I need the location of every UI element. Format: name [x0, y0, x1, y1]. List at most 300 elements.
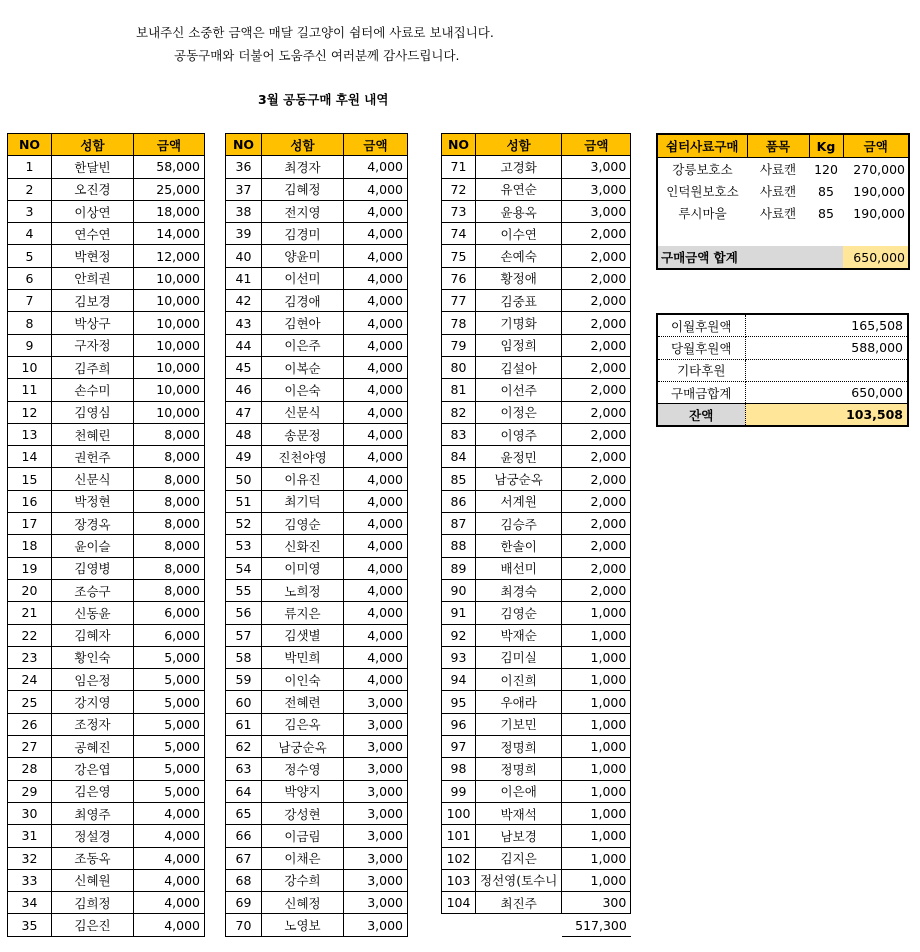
- donor-amount: 1,000: [562, 802, 631, 824]
- donor-no: 51: [226, 490, 262, 512]
- donor-no: 96: [442, 713, 476, 735]
- shelter-empty-row: [657, 224, 909, 246]
- donor-row: [8, 713, 205, 735]
- donor-no: 25: [8, 691, 52, 713]
- donor-amount: 3,000: [344, 825, 408, 847]
- donor-name: 김영병: [52, 557, 134, 579]
- shelter-purchase-table: [656, 133, 910, 270]
- donor-amount: 1,000: [562, 691, 631, 713]
- donor-row: [226, 892, 408, 914]
- donor-row: [226, 624, 408, 646]
- donor-no: 29: [8, 780, 52, 802]
- donor-no: 49: [226, 446, 262, 468]
- donor-row: [8, 780, 205, 802]
- donor-no: 39: [226, 223, 262, 245]
- balance-final-row: [657, 404, 908, 427]
- donor-name: 박재순: [476, 624, 562, 646]
- donor-amount: 1,000: [562, 624, 631, 646]
- donor-name: 정수영: [262, 758, 344, 780]
- donor-no: 64: [226, 780, 262, 802]
- donor-row: [226, 178, 408, 200]
- balance-label: 당월후원액: [657, 337, 745, 359]
- donor-row: [8, 223, 205, 245]
- donor-no: 13: [8, 423, 52, 445]
- donor-name: 전혜련: [262, 691, 344, 713]
- donor-row: [8, 334, 205, 356]
- donor-row: [8, 423, 205, 445]
- donor-amount: 4,000: [344, 490, 408, 512]
- donor-no: 2: [8, 178, 52, 200]
- donor-no: 78: [442, 312, 476, 334]
- donor-name: 정명희: [476, 758, 562, 780]
- donor-name: 노희정: [262, 579, 344, 601]
- donor-no: 17: [8, 513, 52, 535]
- donor-amount: 8,000: [134, 446, 205, 468]
- donor-name: 한달빈: [52, 156, 134, 178]
- donor-row: [8, 579, 205, 601]
- donor-no: 22: [8, 624, 52, 646]
- donor-amount: 3,000: [344, 847, 408, 869]
- donor-amount: 4,000: [134, 869, 205, 891]
- donor-amount: 5,000: [134, 646, 205, 668]
- donor-name: 노영보: [262, 914, 344, 936]
- donor-row: [8, 356, 205, 378]
- donor-amount: 8,000: [134, 557, 205, 579]
- donor-name: 권헌주: [52, 446, 134, 468]
- donor-amount: 4,000: [344, 602, 408, 624]
- donor-row: [8, 245, 205, 267]
- donor-no: 95: [442, 691, 476, 713]
- donor-amount: 3,000: [344, 802, 408, 824]
- donor-row: [8, 736, 205, 758]
- donor-row: [8, 535, 205, 557]
- donor-name: 조승구: [52, 579, 134, 601]
- donor-amount: 4,000: [344, 401, 408, 423]
- donor-no: 27: [8, 736, 52, 758]
- donor-no: 20: [8, 579, 52, 601]
- donor-amount: 1,000: [562, 713, 631, 735]
- shelter-amount: 270,000: [853, 161, 905, 177]
- donor-amount: 4,000: [344, 423, 408, 445]
- donor-row: [442, 513, 631, 535]
- donor-row: [226, 290, 408, 312]
- purchase-total-value: 650,000: [843, 246, 909, 269]
- donor-name: 신동윤: [52, 602, 134, 624]
- donor-name: 전지영: [262, 200, 344, 222]
- donor-amount: 4,000: [134, 892, 205, 914]
- donor-name: 이은애: [476, 780, 562, 802]
- donor-amount: 3,000: [562, 156, 631, 178]
- donor-no: 8: [8, 312, 52, 334]
- donor-no: 10: [8, 356, 52, 378]
- donor-row: [442, 356, 631, 378]
- donor-no: 70: [226, 914, 262, 936]
- donor-amount: 300: [562, 892, 631, 914]
- donor-row: [226, 468, 408, 490]
- donor-row: [442, 334, 631, 356]
- donor-no: 84: [442, 446, 476, 468]
- donor-name: 박상구: [52, 312, 134, 334]
- donor-row: [8, 691, 205, 713]
- donor-no: 11: [8, 379, 52, 401]
- donor-row: [226, 356, 408, 378]
- donor-row: [226, 334, 408, 356]
- donor-row: [8, 156, 205, 178]
- donor-name: 이진희: [476, 669, 562, 691]
- balance-value: 588,000: [745, 337, 908, 359]
- donor-amount: 2,000: [562, 446, 631, 468]
- donor-name: 최경숙: [476, 579, 562, 601]
- donor-name: 남궁순옥: [262, 736, 344, 758]
- donor-amount: 5,000: [134, 669, 205, 691]
- donor-row: [226, 579, 408, 601]
- donor-amount: 4,000: [344, 579, 408, 601]
- balance-value: 165,508: [745, 314, 908, 337]
- donor-amount: 2,000: [562, 490, 631, 512]
- donor-name: 서계원: [476, 490, 562, 512]
- donor-row: [442, 468, 631, 490]
- donor-name: 김미실: [476, 646, 562, 668]
- donor-no: 53: [226, 535, 262, 557]
- donor-name: 김설아: [476, 356, 562, 378]
- donor-amount: 1,000: [562, 780, 631, 802]
- donor-name: 최진주: [476, 892, 562, 914]
- donor-amount: 2,000: [562, 468, 631, 490]
- donor-row: [8, 446, 205, 468]
- donor-name: 황인숙: [52, 646, 134, 668]
- donor-row: [226, 446, 408, 468]
- donor-name: 강지영: [52, 691, 134, 713]
- donor-no: 92: [442, 624, 476, 646]
- donor-name: 양윤미: [262, 245, 344, 267]
- donor-row: [442, 423, 631, 445]
- shelter-item: 사료캔: [759, 206, 797, 221]
- donor-no: 32: [8, 847, 52, 869]
- donor-amount: 1,000: [562, 669, 631, 691]
- donor-no: 41: [226, 267, 262, 289]
- donor-row: [8, 869, 205, 891]
- donor-amount: 2,000: [562, 334, 631, 356]
- donor-no: 1: [8, 156, 52, 178]
- donor-row: [442, 379, 631, 401]
- donor-amount: 4,000: [344, 646, 408, 668]
- donor-no: 69: [226, 892, 262, 914]
- donor-no: 79: [442, 334, 476, 356]
- donor-amount: 2,000: [562, 401, 631, 423]
- donor-name: 윤이슬: [52, 535, 134, 557]
- donor-name: 강은엽: [52, 758, 134, 780]
- donor-row: [226, 802, 408, 824]
- donor-row: [442, 579, 631, 601]
- donor-name: 신혜원: [52, 869, 134, 891]
- donor-amount: 4,000: [134, 825, 205, 847]
- donor-no: 59: [226, 669, 262, 691]
- donor-amount: 2,000: [562, 290, 631, 312]
- donor-no: 93: [442, 646, 476, 668]
- donor-name: 손수미: [52, 379, 134, 401]
- donor-name: 최경자: [262, 156, 344, 178]
- donor-row: [8, 312, 205, 334]
- donor-name: 김은영: [52, 780, 134, 802]
- donor-row: [8, 490, 205, 512]
- donor-no: 61: [226, 713, 262, 735]
- donor-amount: 3,000: [344, 914, 408, 936]
- donor-no: 15: [8, 468, 52, 490]
- balance-label: 구매금합계: [657, 381, 745, 403]
- donor-name: 신문식: [52, 468, 134, 490]
- item-col: 품목: [747, 134, 809, 158]
- donor-name: 이정은: [476, 401, 562, 423]
- donor-amount: 3,000: [344, 780, 408, 802]
- col-amount: 금액: [562, 134, 631, 156]
- shelter-col: 쉼터사료구매: [657, 134, 747, 158]
- donor-name: 이채은: [262, 847, 344, 869]
- donor-row: [8, 290, 205, 312]
- donor-name: 진천야영: [262, 446, 344, 468]
- donor-row: [8, 468, 205, 490]
- donor-amount: 8,000: [134, 423, 205, 445]
- donor-name: 김혜정: [262, 178, 344, 200]
- donor-row: [442, 312, 631, 334]
- donor-row: [226, 602, 408, 624]
- donor-row: [226, 736, 408, 758]
- shelter-row: [657, 180, 909, 202]
- donor-row: [442, 669, 631, 691]
- donor-row: [442, 401, 631, 423]
- donor-amount: 1,000: [562, 736, 631, 758]
- donor-amount: 4,000: [344, 156, 408, 178]
- donor-no: 71: [442, 156, 476, 178]
- donor-row: [8, 200, 205, 222]
- intro-line-2: 공동구매와 더불어 도움주신 여러분께 감사드립니다.: [174, 48, 460, 63]
- donor-row: [442, 178, 631, 200]
- donor-no: 30: [8, 802, 52, 824]
- donor-amount: 8,000: [134, 513, 205, 535]
- donor-no: 37: [226, 178, 262, 200]
- donor-row: [442, 490, 631, 512]
- donor-amount: 3,000: [344, 869, 408, 891]
- shelter-kg: 120: [814, 161, 838, 177]
- donor-row: [442, 713, 631, 735]
- donor-no: 90: [442, 579, 476, 601]
- donor-amount: 4,000: [344, 446, 408, 468]
- donor-row: [442, 446, 631, 468]
- donor-amount: 2,000: [562, 557, 631, 579]
- donor-name: 유연순: [476, 178, 562, 200]
- donor-no: 89: [442, 557, 476, 579]
- donor-row: [226, 869, 408, 891]
- donor-name: 김은진: [52, 914, 134, 936]
- donor-name: 공혜진: [52, 736, 134, 758]
- donor-name: 기명화: [476, 312, 562, 334]
- amount-col: 금액: [843, 134, 909, 158]
- balance-label: 기타후원: [657, 359, 745, 381]
- donor-row: [226, 713, 408, 735]
- donor-no: 98: [442, 758, 476, 780]
- donor-name: 김승주: [476, 513, 562, 535]
- donor-no: 42: [226, 290, 262, 312]
- donor-no: 46: [226, 379, 262, 401]
- donor-no: 43: [226, 312, 262, 334]
- donor-no: 16: [8, 490, 52, 512]
- donor-amount: 4,000: [344, 669, 408, 691]
- donor-no: 14: [8, 446, 52, 468]
- donor-amount: 1,000: [562, 847, 631, 869]
- donor-amount: 4,000: [344, 178, 408, 200]
- donor-name: 신혜정: [262, 892, 344, 914]
- donor-no: 75: [442, 245, 476, 267]
- donor-row: [226, 267, 408, 289]
- donor-no: 34: [8, 892, 52, 914]
- donor-name: 윤용옥: [476, 200, 562, 222]
- donor-amount: 2,000: [562, 423, 631, 445]
- donor-no: 3: [8, 200, 52, 222]
- donor-amount: 2,000: [562, 579, 631, 601]
- col-no: NO: [226, 134, 262, 156]
- donor-amount: 12,000: [134, 245, 205, 267]
- donor-no: 54: [226, 557, 262, 579]
- donor-row: [442, 624, 631, 646]
- donor-name: 김혜자: [52, 624, 134, 646]
- donor-no: 83: [442, 423, 476, 445]
- donor-amount: 5,000: [134, 780, 205, 802]
- donor-row: [226, 691, 408, 713]
- donor-amount: 4,000: [344, 267, 408, 289]
- donor-amount: 4,000: [344, 223, 408, 245]
- donor-row: [8, 267, 205, 289]
- donor-row: [226, 200, 408, 222]
- donor-no: 88: [442, 535, 476, 557]
- donor-amount: 6,000: [134, 602, 205, 624]
- donor-no: 28: [8, 758, 52, 780]
- donor-name: 이미영: [262, 557, 344, 579]
- donor-name: 김은옥: [262, 713, 344, 735]
- donor-amount: 1,000: [562, 646, 631, 668]
- donor-no: 5: [8, 245, 52, 267]
- donor-no: 44: [226, 334, 262, 356]
- donor-amount: 3,000: [344, 892, 408, 914]
- donor-name: 박재석: [476, 802, 562, 824]
- donor-row: [442, 736, 631, 758]
- donor-amount: 10,000: [134, 334, 205, 356]
- donor-name: 김경애: [262, 290, 344, 312]
- balance-row: [657, 337, 908, 359]
- col-amount: 금액: [344, 134, 408, 156]
- donor-amount: 4,000: [344, 513, 408, 535]
- donor-name: 임정희: [476, 334, 562, 356]
- donor-amount: 2,000: [562, 245, 631, 267]
- donor-name: 우애라: [476, 691, 562, 713]
- donor-amount: 3,000: [562, 178, 631, 200]
- donor-name: 천혜린: [52, 423, 134, 445]
- donor-name: 손예숙: [476, 245, 562, 267]
- donor-no: 56: [226, 602, 262, 624]
- balance-row: [657, 314, 908, 337]
- donor-name: 정설경: [52, 825, 134, 847]
- donor-name: 조동옥: [52, 847, 134, 869]
- donor-row: [442, 223, 631, 245]
- donor-no: 63: [226, 758, 262, 780]
- col-no: NO: [8, 134, 52, 156]
- donor-no: 74: [442, 223, 476, 245]
- donor-no: 35: [8, 914, 52, 936]
- donor-row: [442, 602, 631, 624]
- donor-table-header: [226, 134, 408, 156]
- donor-amount: 10,000: [134, 267, 205, 289]
- donor-no: 91: [442, 602, 476, 624]
- donor-row: [8, 847, 205, 869]
- donor-name: 한솔이: [476, 535, 562, 557]
- donor-row: [8, 602, 205, 624]
- donor-row: [226, 490, 408, 512]
- donor-no: 26: [8, 713, 52, 735]
- donor-no: 33: [8, 869, 52, 891]
- donor-row: [442, 200, 631, 222]
- donor-row: [226, 646, 408, 668]
- shelter-name: 인덕원보호소: [666, 184, 739, 199]
- donor-no: 38: [226, 200, 262, 222]
- donor-amount: 2,000: [562, 267, 631, 289]
- donor-no: 65: [226, 802, 262, 824]
- donor-no: 23: [8, 646, 52, 668]
- donor-amount: 5,000: [134, 758, 205, 780]
- shelter-kg: 85: [818, 205, 834, 221]
- shelter-item: 사료캔: [759, 184, 797, 199]
- donor-name: 김주희: [52, 356, 134, 378]
- donor-name: 장경옥: [52, 513, 134, 535]
- donor-row: [442, 557, 631, 579]
- donor-name: 조정자: [52, 713, 134, 735]
- donor-amount: 2,000: [562, 535, 631, 557]
- donor-no: 48: [226, 423, 262, 445]
- donor-row: [8, 178, 205, 200]
- donor-name: 이인숙: [262, 669, 344, 691]
- donor-amount: 2,000: [562, 223, 631, 245]
- donor-no: 4: [8, 223, 52, 245]
- donor-row: [226, 535, 408, 557]
- donor-amount: 14,000: [134, 223, 205, 245]
- donor-name: 김영순: [476, 602, 562, 624]
- donor-name: 김경미: [262, 223, 344, 245]
- donor-row: [8, 557, 205, 579]
- donor-no: 68: [226, 869, 262, 891]
- purchase-total-label: 구매금액 합계: [657, 246, 843, 269]
- donor-name: 신문식: [262, 401, 344, 423]
- donor-row: [442, 245, 631, 267]
- donor-amount: 4,000: [344, 312, 408, 334]
- donor-no: 60: [226, 691, 262, 713]
- shelter-amount: 190,000: [853, 205, 905, 221]
- donor-no: 66: [226, 825, 262, 847]
- donor-name: 박민희: [262, 646, 344, 668]
- shelter-item: 사료캔: [759, 162, 797, 177]
- donor-no: 67: [226, 847, 262, 869]
- donor-amount: 4,000: [134, 802, 205, 824]
- donor-amount: 1,000: [562, 825, 631, 847]
- donor-row: [8, 669, 205, 691]
- donor-total-value: 517,300: [562, 914, 631, 936]
- donor-name: 이유진: [262, 468, 344, 490]
- col-name: 성함: [476, 134, 562, 156]
- donor-no: 19: [8, 557, 52, 579]
- donor-name: 김영심: [52, 401, 134, 423]
- donor-name: 신화진: [262, 535, 344, 557]
- shelter-name: 루시마을: [678, 206, 727, 221]
- donor-name: 이은숙: [262, 379, 344, 401]
- donor-amount: 8,000: [134, 490, 205, 512]
- donor-no: 18: [8, 535, 52, 557]
- donor-no: 104: [442, 892, 476, 914]
